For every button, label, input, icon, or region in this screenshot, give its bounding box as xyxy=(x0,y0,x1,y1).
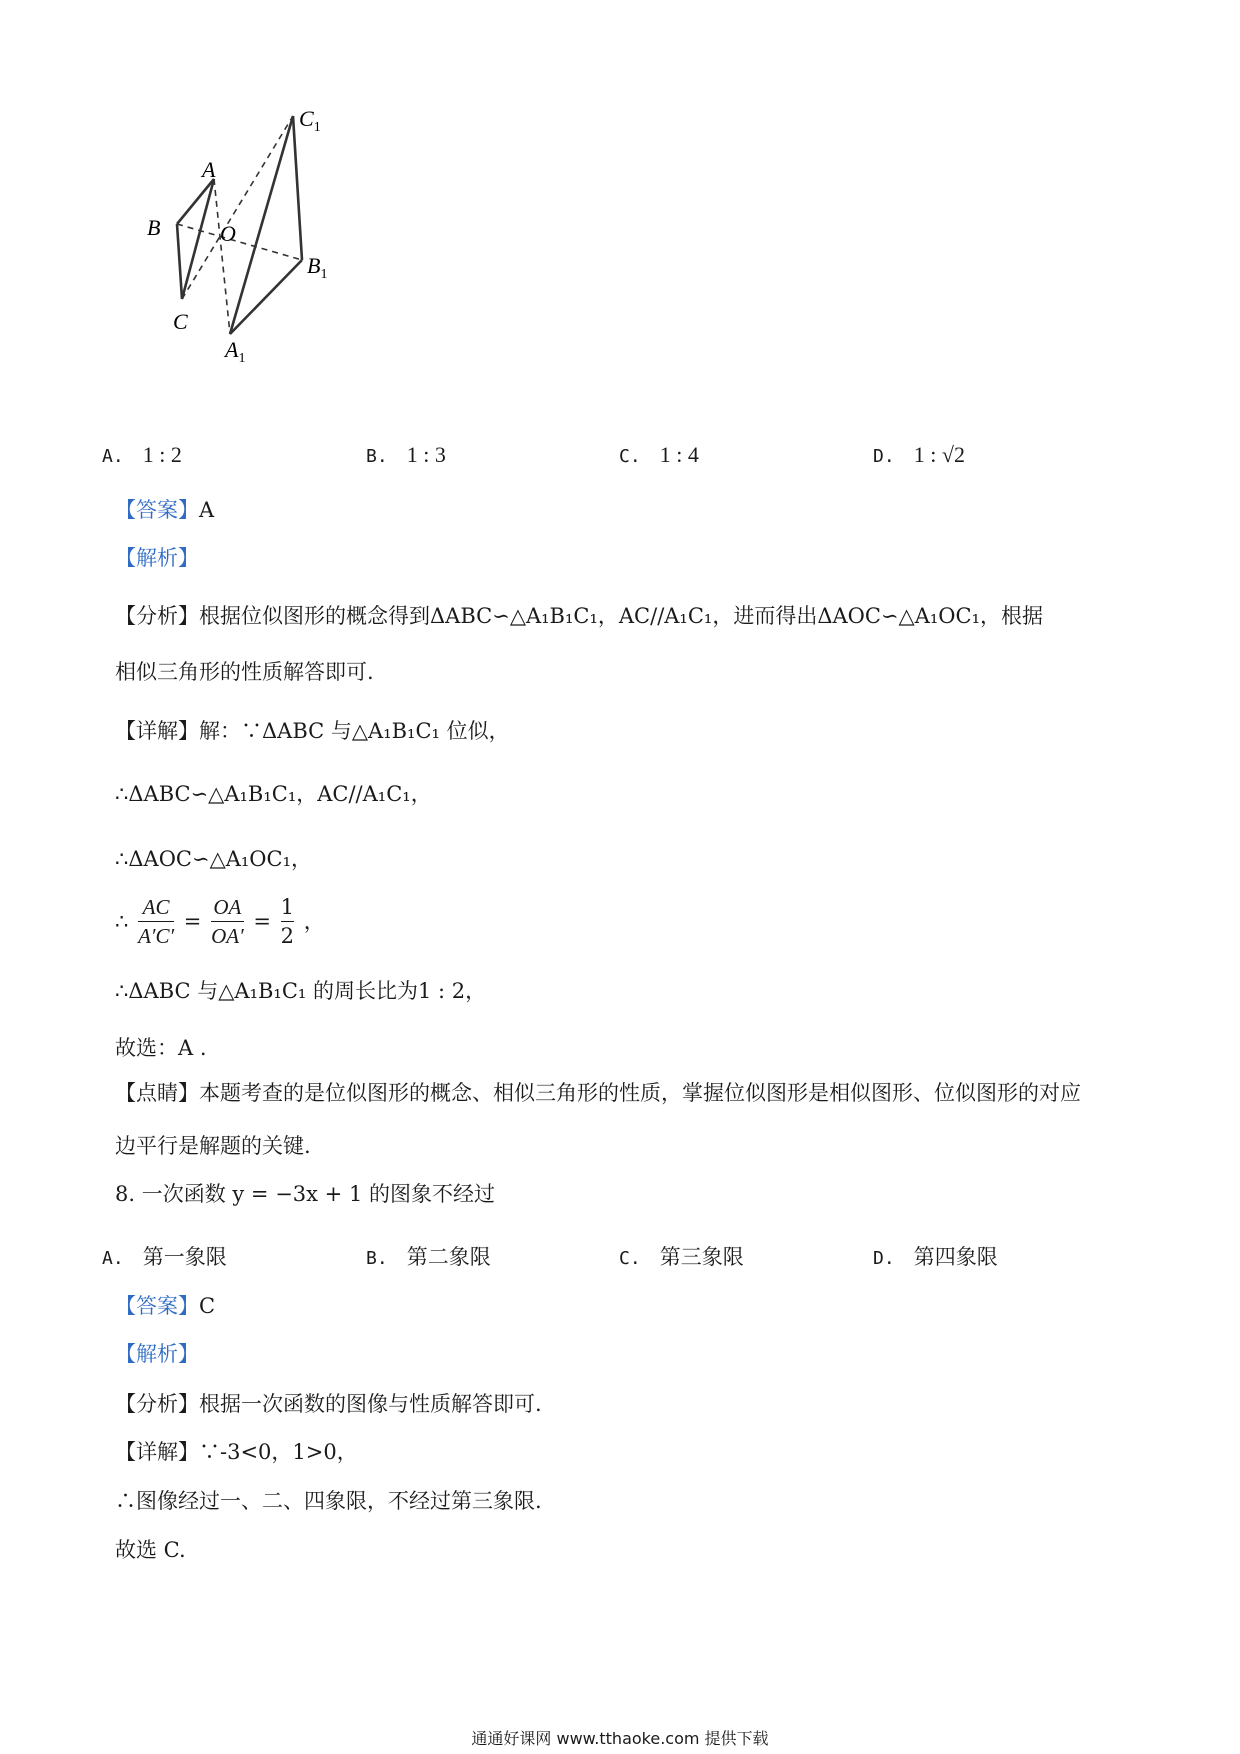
q7-detail-line1 xyxy=(115,717,510,745)
option-letter: D. xyxy=(873,446,895,467)
equals-sign: = xyxy=(253,909,271,934)
q8-option-d xyxy=(873,1243,998,1271)
option-value: 第二象限 xyxy=(406,1245,491,1269)
detail-tag: 【详解】 xyxy=(115,1440,199,1464)
q7-fraction-line xyxy=(115,893,325,950)
option-letter: A. xyxy=(102,446,124,467)
option-value: 1 : 3 xyxy=(406,442,446,467)
triangle-abc xyxy=(177,179,214,299)
option-value: 1 : 2 xyxy=(142,442,182,467)
option-letter: B. xyxy=(366,446,388,467)
q8-fenxi xyxy=(115,1390,542,1418)
fraction-numerator: AC xyxy=(142,895,170,919)
q8-detail-line3: 故选 C. xyxy=(115,1538,186,1562)
therefore-symbol: ∴ xyxy=(115,909,129,934)
label-a1: $A_1$ xyxy=(225,337,246,366)
option-value: 第一象限 xyxy=(142,1245,227,1269)
q8-option-a xyxy=(102,1243,227,1271)
fenxi-text: 根据位似图形的概念得到ΔABC∽△A₁B₁C₁，AC//A₁C₁，进而得出ΔAOC∽△A₁OC₁，根据 xyxy=(199,604,1043,628)
fenxi-text: 根据一次函数的图像与性质解答即可. xyxy=(199,1392,542,1416)
label-a: A xyxy=(202,157,216,182)
label-c1: $C_1$ xyxy=(299,106,321,135)
q7-detail-line3: ∴ΔAOC∽△A₁OC₁， xyxy=(115,847,313,871)
option-letter: B. xyxy=(366,1248,388,1269)
fraction-ac xyxy=(138,893,174,950)
q7-detail-line6: 故选：A . xyxy=(115,1036,207,1060)
label-o: O xyxy=(220,221,236,246)
q8-detail-line2: ∴图像经过一、二、四象限，不经过第三象限. xyxy=(115,1489,542,1513)
option-value: 第三象限 xyxy=(659,1245,744,1269)
q7-option-c xyxy=(619,442,699,468)
fraction-denominator: A′C′ xyxy=(138,921,174,950)
q8-question: 8. 一次函数 y = −3x + 1 的图象不经过 xyxy=(115,1182,495,1206)
fraction-oa xyxy=(211,893,244,950)
option-value: 1 : √2 xyxy=(913,442,965,467)
answer-value: A xyxy=(199,498,215,522)
fraction-denominator: OA′ xyxy=(211,921,244,950)
option-letter: D. xyxy=(873,1248,895,1269)
similar-triangles-figure xyxy=(147,105,390,415)
q8-option-c xyxy=(619,1243,744,1271)
q7-option-d xyxy=(873,442,965,468)
answer-tag: 【答案】 xyxy=(115,1294,199,1318)
fraction-numerator: 1 xyxy=(280,895,295,919)
dianjing-text: 本题考查的是位似图形的概念、相似三角形的性质，掌握位似图形是相似图形、位似图形的对应 xyxy=(199,1081,1081,1105)
fenxi-tag: 【分析】 xyxy=(115,604,199,628)
q7-dianjing-line1 xyxy=(115,1079,1081,1107)
label-b: B xyxy=(147,215,161,240)
q7-analysis-tag: 【解析】 xyxy=(115,546,199,570)
q7-detail-line2: ∴ΔABC∽△A₁B₁C₁，AC//A₁C₁， xyxy=(115,782,432,806)
q7-detail-line5: ∴ΔABC 与△A₁B₁C₁ 的周长比为1 : 2， xyxy=(115,979,487,1003)
detail-text: 解：∵ΔABC 与△A₁B₁C₁ 位似， xyxy=(199,719,510,743)
option-letter: C. xyxy=(619,446,641,467)
triangle-a1b1c1 xyxy=(230,116,302,334)
option-letter: A. xyxy=(102,1248,124,1269)
dianjing-tag: 【点睛】 xyxy=(115,1081,199,1105)
q8-analysis-tag: 【解析】 xyxy=(115,1342,199,1366)
page-footer: 通通好课网 www.tthaoke.com 提供下载 xyxy=(471,1729,769,1748)
fraction-numerator: OA xyxy=(213,895,242,919)
detail-tag: 【详解】 xyxy=(115,719,199,743)
label-c: C xyxy=(173,309,188,334)
equals-sign: = xyxy=(183,909,202,934)
option-value: 第四象限 xyxy=(913,1245,998,1269)
answer-tag: 【答案】 xyxy=(115,498,199,522)
fraction-half xyxy=(281,893,294,950)
q7-option-a xyxy=(102,442,182,468)
q7-fenxi-line2: 相似三角形的性质解答即可. xyxy=(115,660,374,684)
q8-answer xyxy=(115,1292,215,1320)
label-b1: $B_1$ xyxy=(307,253,328,282)
q7-option-b xyxy=(366,442,446,468)
option-letter: C. xyxy=(619,1248,641,1269)
detail-text: ∵-3<0，1>0， xyxy=(199,1440,358,1464)
q7-fenxi-line1 xyxy=(115,602,1043,630)
fraction-denominator: 2 xyxy=(281,921,294,950)
fenxi-tag: 【分析】 xyxy=(115,1392,199,1416)
q8-option-b xyxy=(366,1243,491,1271)
q7-dianjing-line2: 边平行是解题的关键. xyxy=(115,1134,311,1158)
q7-answer xyxy=(115,496,214,524)
option-value: 1 : 4 xyxy=(659,442,699,467)
q8-detail xyxy=(115,1438,358,1466)
answer-value: C xyxy=(199,1294,216,1318)
comma: ， xyxy=(303,909,325,934)
